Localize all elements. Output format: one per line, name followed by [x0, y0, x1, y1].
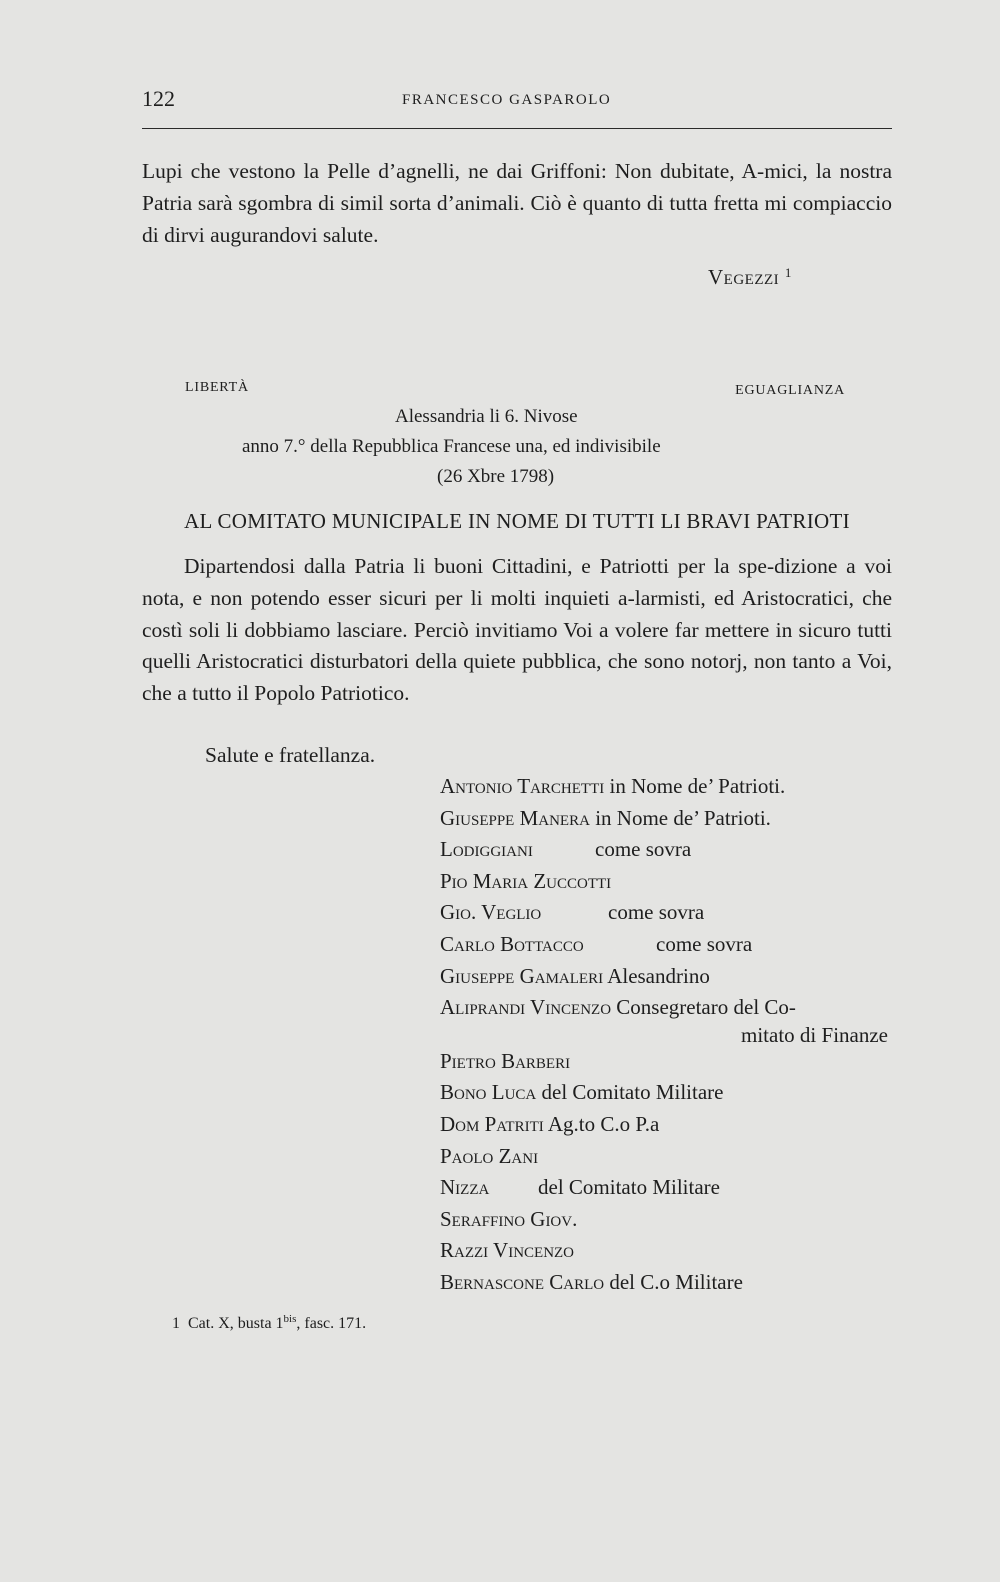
- signatory: Seraffino Giov.: [440, 1206, 578, 1231]
- signatory: Dom Patriti Ag.to C.o P.a: [440, 1111, 660, 1136]
- running-title: FRANCESCO GASPAROLO: [402, 92, 612, 108]
- signatory: Giuseppe Gamaleri Alesandrino: [440, 963, 710, 988]
- signature-name: Vegezzi: [708, 265, 780, 289]
- signatory: Bono Luca del Comitato Militare: [440, 1080, 724, 1105]
- footnote: 1 Cat. X, busta $1^{bis}$, fasc. 171.: [172, 1313, 367, 1332]
- signatory: Razzi Vincenzo: [440, 1238, 575, 1263]
- date-line-1: Alessandria li 6. Nivose: [395, 406, 578, 427]
- signatory: Giuseppe Manera in Nome de’ Patrioti.: [440, 805, 771, 830]
- signatories-list: [440, 771, 900, 1299]
- footnote-ref: 1: [784, 265, 792, 280]
- letter-body: Dipartendosi dalla Patria li buoni Cittadini, e Patriotti per la spe-dizione a voi nota, e non potendo esser sicuri per li molti inquieti a-larmisti, ed Aristocratici, che costì soli li dobbiamo lasciare. Perciò invitiamo Voi a volere far mettere in sicuro tutti quelli Aristocratici disturbatori della quiete pubblica, che sono notorj, non tanto a Voi, che a tutto il Popolo Patriotico.: [142, 554, 892, 706]
- top-signature: [708, 265, 792, 290]
- signatory-continuation: mitato di Finanze: [741, 1022, 888, 1047]
- signatory: Pio Maria Zuccotti: [440, 868, 612, 893]
- signatory: Pietro Barberi: [440, 1048, 571, 1073]
- letter-heading: AL COMITATO MUNICIPALE IN NOME DI TUTTI LI BRAVI PATRIOTI: [184, 509, 850, 533]
- signatory: Aliprandi Vincenzo Consegretaro del Co-: [440, 995, 796, 1020]
- signatory: Antonio Tarchetti in Nome de’ Patrioti.: [440, 774, 786, 798]
- motto-right: EGUAGLIANZA: [735, 383, 845, 398]
- signatory: Lodiggiani come sovra: [440, 837, 692, 862]
- signatory: Bernascone Carlo del C.o Militare: [440, 1269, 743, 1294]
- date-line-3: (26 Xbre 1798): [437, 466, 555, 487]
- signatory: Carlo Bottacco come sovra: [440, 931, 753, 956]
- signatory: Nizza del Comitato Militare: [440, 1175, 720, 1200]
- signatory: Paolo Zani: [440, 1143, 539, 1168]
- page-number: 122: [142, 86, 175, 111]
- closing: Salute e fratellanza.: [205, 743, 376, 767]
- header-rule: [142, 128, 892, 129]
- signatory: Gio. Veglio come sovra: [440, 900, 705, 925]
- top-paragraph: Lupi che vestono la Pelle d’agnelli, ne dai Griffoni: Non dubitate, A-mici, la nostra Patria sarà sgombra di simil sorta d’animali. Ciò è quanto di tutta fretta mi compiaccio di dirvi augurandovi salute.: [142, 159, 892, 247]
- motto-left: LIBERTÀ: [185, 380, 249, 395]
- date-line-2: anno 7.° della Repubblica Francese una, ed indivisibile: [242, 436, 661, 457]
